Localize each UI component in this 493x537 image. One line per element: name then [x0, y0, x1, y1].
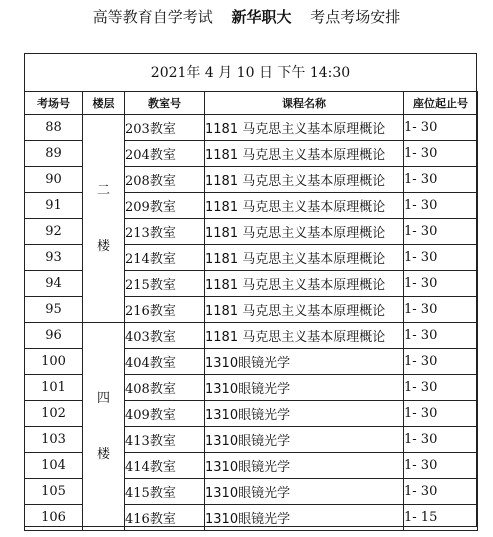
seat-range-cell: 1- 15	[404, 505, 478, 531]
room-number-cell: 104	[25, 453, 83, 479]
room-number-cell: 106	[25, 505, 83, 531]
course-cell: 1181 马克思主义基本原理概论	[205, 245, 404, 271]
floor-char: 楼	[96, 446, 110, 462]
table-row	[25, 323, 478, 349]
course-cell: 1310眼镜光学	[205, 427, 404, 453]
seat-range-cell: 1- 30	[404, 219, 478, 245]
room-number-cell: 92	[25, 219, 83, 245]
classroom-cell: 414教室	[125, 453, 205, 479]
seat-range-cell: 1- 30	[404, 167, 478, 193]
classroom-cell: 213教室	[125, 219, 205, 245]
course-cell: 1310眼镜光学	[205, 505, 404, 531]
header-classroom: 教室号	[125, 92, 205, 115]
course-cell: 1310眼镜光学	[205, 401, 404, 427]
header-room-number: 考场号	[25, 92, 83, 115]
seat-range-cell: 1- 30	[404, 115, 478, 141]
classroom-cell: 408教室	[125, 375, 205, 401]
classroom-cell: 215教室	[125, 271, 205, 297]
classroom-cell: 413教室	[125, 427, 205, 453]
seat-range-cell: 1- 30	[404, 479, 478, 505]
floor-char: 二	[96, 182, 110, 198]
floor-cell-fourth	[83, 323, 125, 531]
room-number-cell: 102	[25, 401, 83, 427]
room-number-cell: 100	[25, 349, 83, 375]
classroom-cell: 209教室	[125, 193, 205, 219]
classroom-cell: 204教室	[125, 141, 205, 167]
floor-char: 四	[96, 390, 110, 406]
course-cell: 1181 马克思主义基本原理概论	[205, 219, 404, 245]
course-cell: 1181 马克思主义基本原理概论	[205, 323, 404, 349]
classroom-cell: 415教室	[125, 479, 205, 505]
seat-range-cell: 1- 30	[404, 453, 478, 479]
room-number-cell: 94	[25, 271, 83, 297]
course-cell: 1181 马克思主义基本原理概论	[205, 193, 404, 219]
classroom-cell: 403教室	[125, 323, 205, 349]
classroom-cell: 216教室	[125, 297, 205, 323]
seat-range-cell: 1- 30	[404, 323, 478, 349]
course-cell: 1310眼镜光学	[205, 349, 404, 375]
room-number-cell: 101	[25, 375, 83, 401]
room-number-cell: 103	[25, 427, 83, 453]
course-cell: 1181 马克思主义基本原理概论	[205, 167, 404, 193]
seat-range-cell: 1- 30	[404, 297, 478, 323]
course-cell: 1310眼镜光学	[205, 375, 404, 401]
room-number-cell: 95	[25, 297, 83, 323]
room-number-cell: 90	[25, 167, 83, 193]
header-floor: 楼层	[83, 92, 125, 115]
seat-range-cell: 1- 30	[404, 271, 478, 297]
title-exam-name: 高等教育自学考试	[92, 8, 213, 26]
seat-range-cell: 1- 30	[404, 141, 478, 167]
room-number-cell: 88	[25, 115, 83, 141]
title-arrangement: 考点考场安排	[310, 8, 401, 26]
course-cell: 1181 马克思主义基本原理概论	[205, 115, 404, 141]
classroom-cell: 409教室	[125, 401, 205, 427]
course-cell: 1310眼镜光学	[205, 453, 404, 479]
classroom-cell: 203教室	[125, 115, 205, 141]
seat-range-cell: 1- 30	[404, 193, 478, 219]
floor-char: 楼	[96, 238, 110, 254]
room-number-cell: 96	[25, 323, 83, 349]
classroom-cell: 208教室	[125, 167, 205, 193]
seat-range-cell: 1- 30	[404, 401, 478, 427]
seat-range-cell: 1- 30	[404, 349, 478, 375]
course-cell: 1310眼镜光学	[205, 479, 404, 505]
classroom-cell: 214教室	[125, 245, 205, 271]
seat-range-cell: 1- 30	[404, 427, 478, 453]
table-row	[25, 115, 478, 141]
document-title	[0, 6, 493, 27]
room-number-cell: 93	[25, 245, 83, 271]
course-cell: 1181 马克思主义基本原理概论	[205, 141, 404, 167]
seat-range-cell: 1- 30	[404, 245, 478, 271]
room-number-cell: 89	[25, 141, 83, 167]
course-cell: 1181 马克思主义基本原理概论	[205, 271, 404, 297]
title-site-name: 新华职大	[231, 8, 292, 26]
header-course: 课程名称	[205, 92, 404, 115]
room-schedule-table	[24, 91, 478, 531]
classroom-cell: 416教室	[125, 505, 205, 531]
floor-cell-second	[83, 115, 125, 323]
room-number-cell: 105	[25, 479, 83, 505]
exam-datetime: 2021年 4 月 10 日 下午 14:30	[150, 65, 351, 81]
room-number-cell: 91	[25, 193, 83, 219]
seat-range-cell: 1- 30	[404, 375, 478, 401]
header-seat-range: 座位起止号	[404, 92, 478, 115]
course-cell: 1181 马克思主义基本原理概论	[205, 297, 404, 323]
classroom-cell: 404教室	[125, 349, 205, 375]
table-header-row	[25, 92, 478, 115]
